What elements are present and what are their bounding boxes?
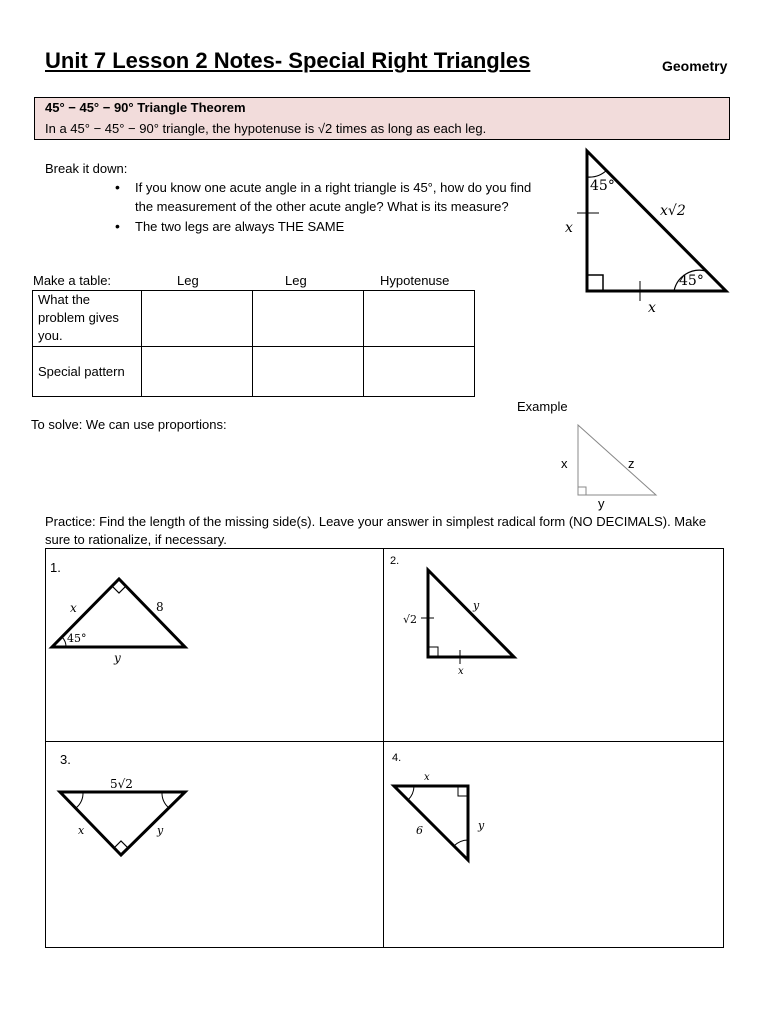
side-label: y (473, 599, 480, 612)
problem-number: 4. (392, 752, 402, 764)
bottom-angle-label: 45° (679, 273, 704, 289)
main-triangle (587, 151, 726, 291)
side-label: x (78, 824, 85, 837)
hypotenuse-label: x√2 (660, 203, 686, 219)
table-cell[interactable] (253, 291, 364, 347)
table-header-hypotenuse: Hypotenuse (380, 273, 450, 288)
right-angle-mark (578, 487, 586, 495)
table-cell[interactable] (253, 347, 364, 397)
grid-divider (45, 741, 724, 742)
table-header-leg: Leg (177, 273, 199, 288)
practice-grid (45, 548, 724, 948)
side-label: x (70, 601, 77, 615)
solve-label: To solve: We can use proportions: (31, 417, 227, 432)
theorem-title: 45° − 45° − 90° Triangle Theorem (45, 100, 246, 115)
problem-number: 3. (60, 752, 71, 767)
bullet-item: • If you know one acute angle in a right triangle is 45°, how do you find the measurement of the other acute angle? What is its measure? (115, 178, 535, 216)
theorem-text: In a 45° − 45° − 90° triangle, the hypotenuse is √2 times as long as each leg. (45, 121, 487, 136)
top-angle-label: 45° (590, 178, 615, 194)
side-label: 45° (67, 632, 87, 645)
problem-number: 2. (390, 555, 400, 567)
example-hyp-label: z (628, 456, 635, 471)
table-label: Make a table: (33, 273, 112, 288)
side-label: 5√2 (110, 777, 133, 791)
example-bottom-label: y (598, 496, 605, 511)
example-triangle (578, 425, 656, 495)
right-angle-mark (587, 275, 603, 291)
bottom-leg-label: x (648, 300, 656, 316)
side-label: y (478, 819, 485, 832)
table-row (33, 291, 475, 347)
table-header-leg: Leg (285, 273, 307, 288)
bottom-angle-arc (674, 270, 706, 291)
side-label: y (114, 651, 121, 665)
example-label: Example (517, 399, 568, 414)
top-angle-arc (587, 170, 607, 177)
row-header: What the problem gives you. (33, 291, 142, 347)
side-label: x (424, 772, 430, 783)
bullet-item: • The two legs are always THE SAME (115, 217, 535, 236)
table-cell[interactable] (142, 291, 253, 347)
subject-label: Geometry (662, 58, 728, 74)
side-label: x (458, 666, 464, 677)
side-label: 6 (416, 824, 423, 837)
break-down-list (115, 178, 535, 237)
break-down-label: Break it down: (45, 161, 128, 176)
grid-divider (383, 548, 384, 948)
problem-number: 1. (50, 560, 61, 575)
table-row (33, 347, 475, 397)
page-title: Unit 7 Lesson 2 Notes- Special Right Triangles (45, 48, 531, 73)
example-left-label: x (561, 456, 568, 471)
practice-instructions: Practice: Find the length of the missing side(s). Leave your answer in simplest radical form (NO DECIMALS). Make sure to rationalize, if necessary. (45, 514, 707, 547)
table-cell[interactable] (364, 347, 475, 397)
side-label: √2 (403, 613, 418, 626)
side-label: y (157, 824, 164, 837)
left-leg-label: x (565, 220, 573, 236)
table-cell[interactable] (364, 291, 475, 347)
pattern-table (32, 290, 475, 397)
side-label: 8 (156, 600, 164, 614)
table-cell[interactable] (142, 347, 253, 397)
row-header: Special pattern (33, 347, 142, 397)
